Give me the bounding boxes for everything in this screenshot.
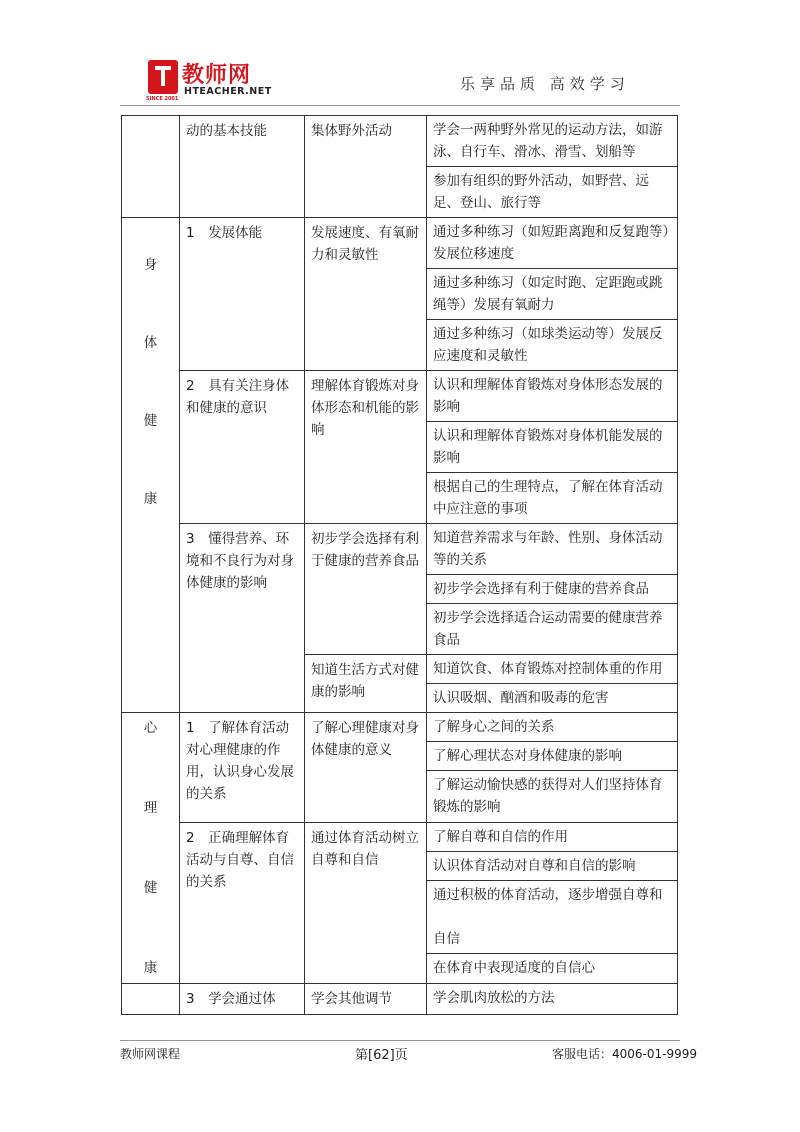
objective-item: 在体育中表现适度的自信心 [427, 953, 677, 982]
header-slogan: 乐享品质 高效学习 [460, 75, 630, 93]
objective-item: 了解身心之间的关系 [433, 719, 555, 735]
support-phone: 客服电话：4006-01-9999 [552, 1047, 698, 1061]
content-cell: 知道生活方式对健康的影响 [305, 655, 427, 713]
objective-cell [427, 655, 678, 713]
category-mental-health [122, 713, 180, 984]
objective-cell [427, 371, 678, 524]
objective-line: 自信 [433, 930, 460, 947]
goal-cell: 动的基本技能 [180, 116, 305, 218]
content-cell: 通过体育活动树立自尊和自信 [305, 822, 427, 983]
curriculum-table [121, 115, 678, 1015]
logo-since: SINCE 2001 [146, 96, 179, 102]
logo-icon [148, 60, 178, 94]
category-char: 健 [143, 880, 158, 896]
objective-cell [427, 713, 678, 823]
objective-item: 参加有组织的野外活动，如野营、远足、登山、旅行等 [427, 166, 677, 217]
category-char: 身 [143, 257, 158, 273]
header-divider [120, 105, 680, 106]
objective-cell [427, 984, 678, 1015]
goal-cell: 3 懂得营养、环境和不良行为对身体健康的影响 [180, 524, 305, 713]
goal-cell: 2 正确理解体育活动与自尊、自信的关系 [180, 822, 305, 983]
content-cell: 学会其他调节 [305, 984, 427, 1015]
objective-item: 知道营养需求与年龄、性别、身体活动等的关系 [433, 530, 663, 568]
table-row [122, 713, 678, 823]
category-char: 健 [143, 413, 158, 429]
goal-cell: 1 了解体育活动对心理健康的作用，认识身心发展的关系 [180, 713, 305, 823]
category-char: 体 [143, 335, 158, 351]
goal-cell: 1 发展体能 [180, 218, 305, 371]
category-char: 心 [143, 720, 158, 736]
objective-item: 通过多种练习（如短距离跑和反复跑等）发展位移速度 [433, 224, 670, 262]
objective-item: 通过多种练习（如定时跑、定距跑或跳绳等）发展有氧耐力 [427, 268, 677, 319]
category-char: 理 [143, 800, 158, 816]
content-cell: 发展速度、有氧耐力和灵敏性 [305, 218, 427, 371]
category-char: 康 [143, 960, 158, 976]
content-cell: 初步学会选择有利于健康的营养食品 [305, 524, 427, 655]
objective-item: 学会一两种野外常见的运动方法，如游泳、自行车、滑冰、滑雪、划船等 [433, 122, 663, 160]
objective-item: 认识和理解体育锻炼对身体形态发展的影响 [433, 377, 663, 415]
goal-cell: 3 学会通过体 [180, 984, 305, 1015]
objective-item: 根据自己的生理特点，了解在体育活动中应注意的事项 [427, 472, 677, 523]
objective-item: 通过多种练习（如球类运动等）发展反应速度和灵敏性 [427, 319, 677, 370]
objective-cell [427, 218, 678, 371]
objective-cell [427, 116, 678, 218]
logo-name-cn: 教师网 [182, 63, 252, 88]
table-row [122, 524, 678, 655]
category-cell [122, 116, 180, 218]
table-row [122, 116, 678, 218]
objective-item: 学会肌肉放松的方法 [433, 990, 555, 1006]
content-cell: 集体野外活动 [305, 116, 427, 218]
objective-item [427, 880, 677, 953]
objective-item: 认识吸烟、酗酒和吸毒的危害 [427, 683, 677, 712]
objective-item: 认识体育活动对自尊和自信的影响 [427, 851, 677, 880]
objective-item: 了解运动愉快感的获得对人们坚持体育锻炼的影响 [427, 770, 677, 821]
objective-item: 认识和理解体育锻炼对身体机能发展的影响 [427, 421, 677, 472]
table-row [122, 984, 678, 1015]
category-physical-health [122, 218, 180, 713]
objective-item: 初步学会选择有利于健康的营养食品 [427, 574, 677, 603]
table-row [122, 822, 678, 983]
page-number: 第[62]页 [355, 1048, 408, 1063]
objective-item: 了解自尊和自信的作用 [433, 828, 568, 845]
content-cell: 了解心理健康对身体健康的意义 [305, 713, 427, 823]
footer-brand: 教师网课程 [120, 1047, 181, 1061]
content-cell: 理解体育锻炼对身体形态和机能的影响 [305, 371, 427, 524]
logo-name-en: HTEACHER.NET [184, 86, 272, 97]
objective-item: 知道饮食、体育锻炼对控制体重的作用 [433, 661, 663, 677]
category-cell [122, 984, 180, 1015]
goal-cell: 2 具有关注身体和健康的意识 [180, 371, 305, 524]
footer-divider [120, 1040, 680, 1041]
table-row [122, 371, 678, 524]
objective-line: 通过积极的体育活动，逐步增强自尊和 [433, 886, 663, 903]
objective-item: 了解心理状态对身体健康的影响 [427, 741, 677, 770]
table-row [122, 218, 678, 371]
objective-item: 初步学会选择适合运动需要的健康营养食品 [427, 603, 677, 654]
objective-cell [427, 524, 678, 655]
category-char: 康 [143, 491, 158, 507]
objective-cell [427, 822, 678, 983]
